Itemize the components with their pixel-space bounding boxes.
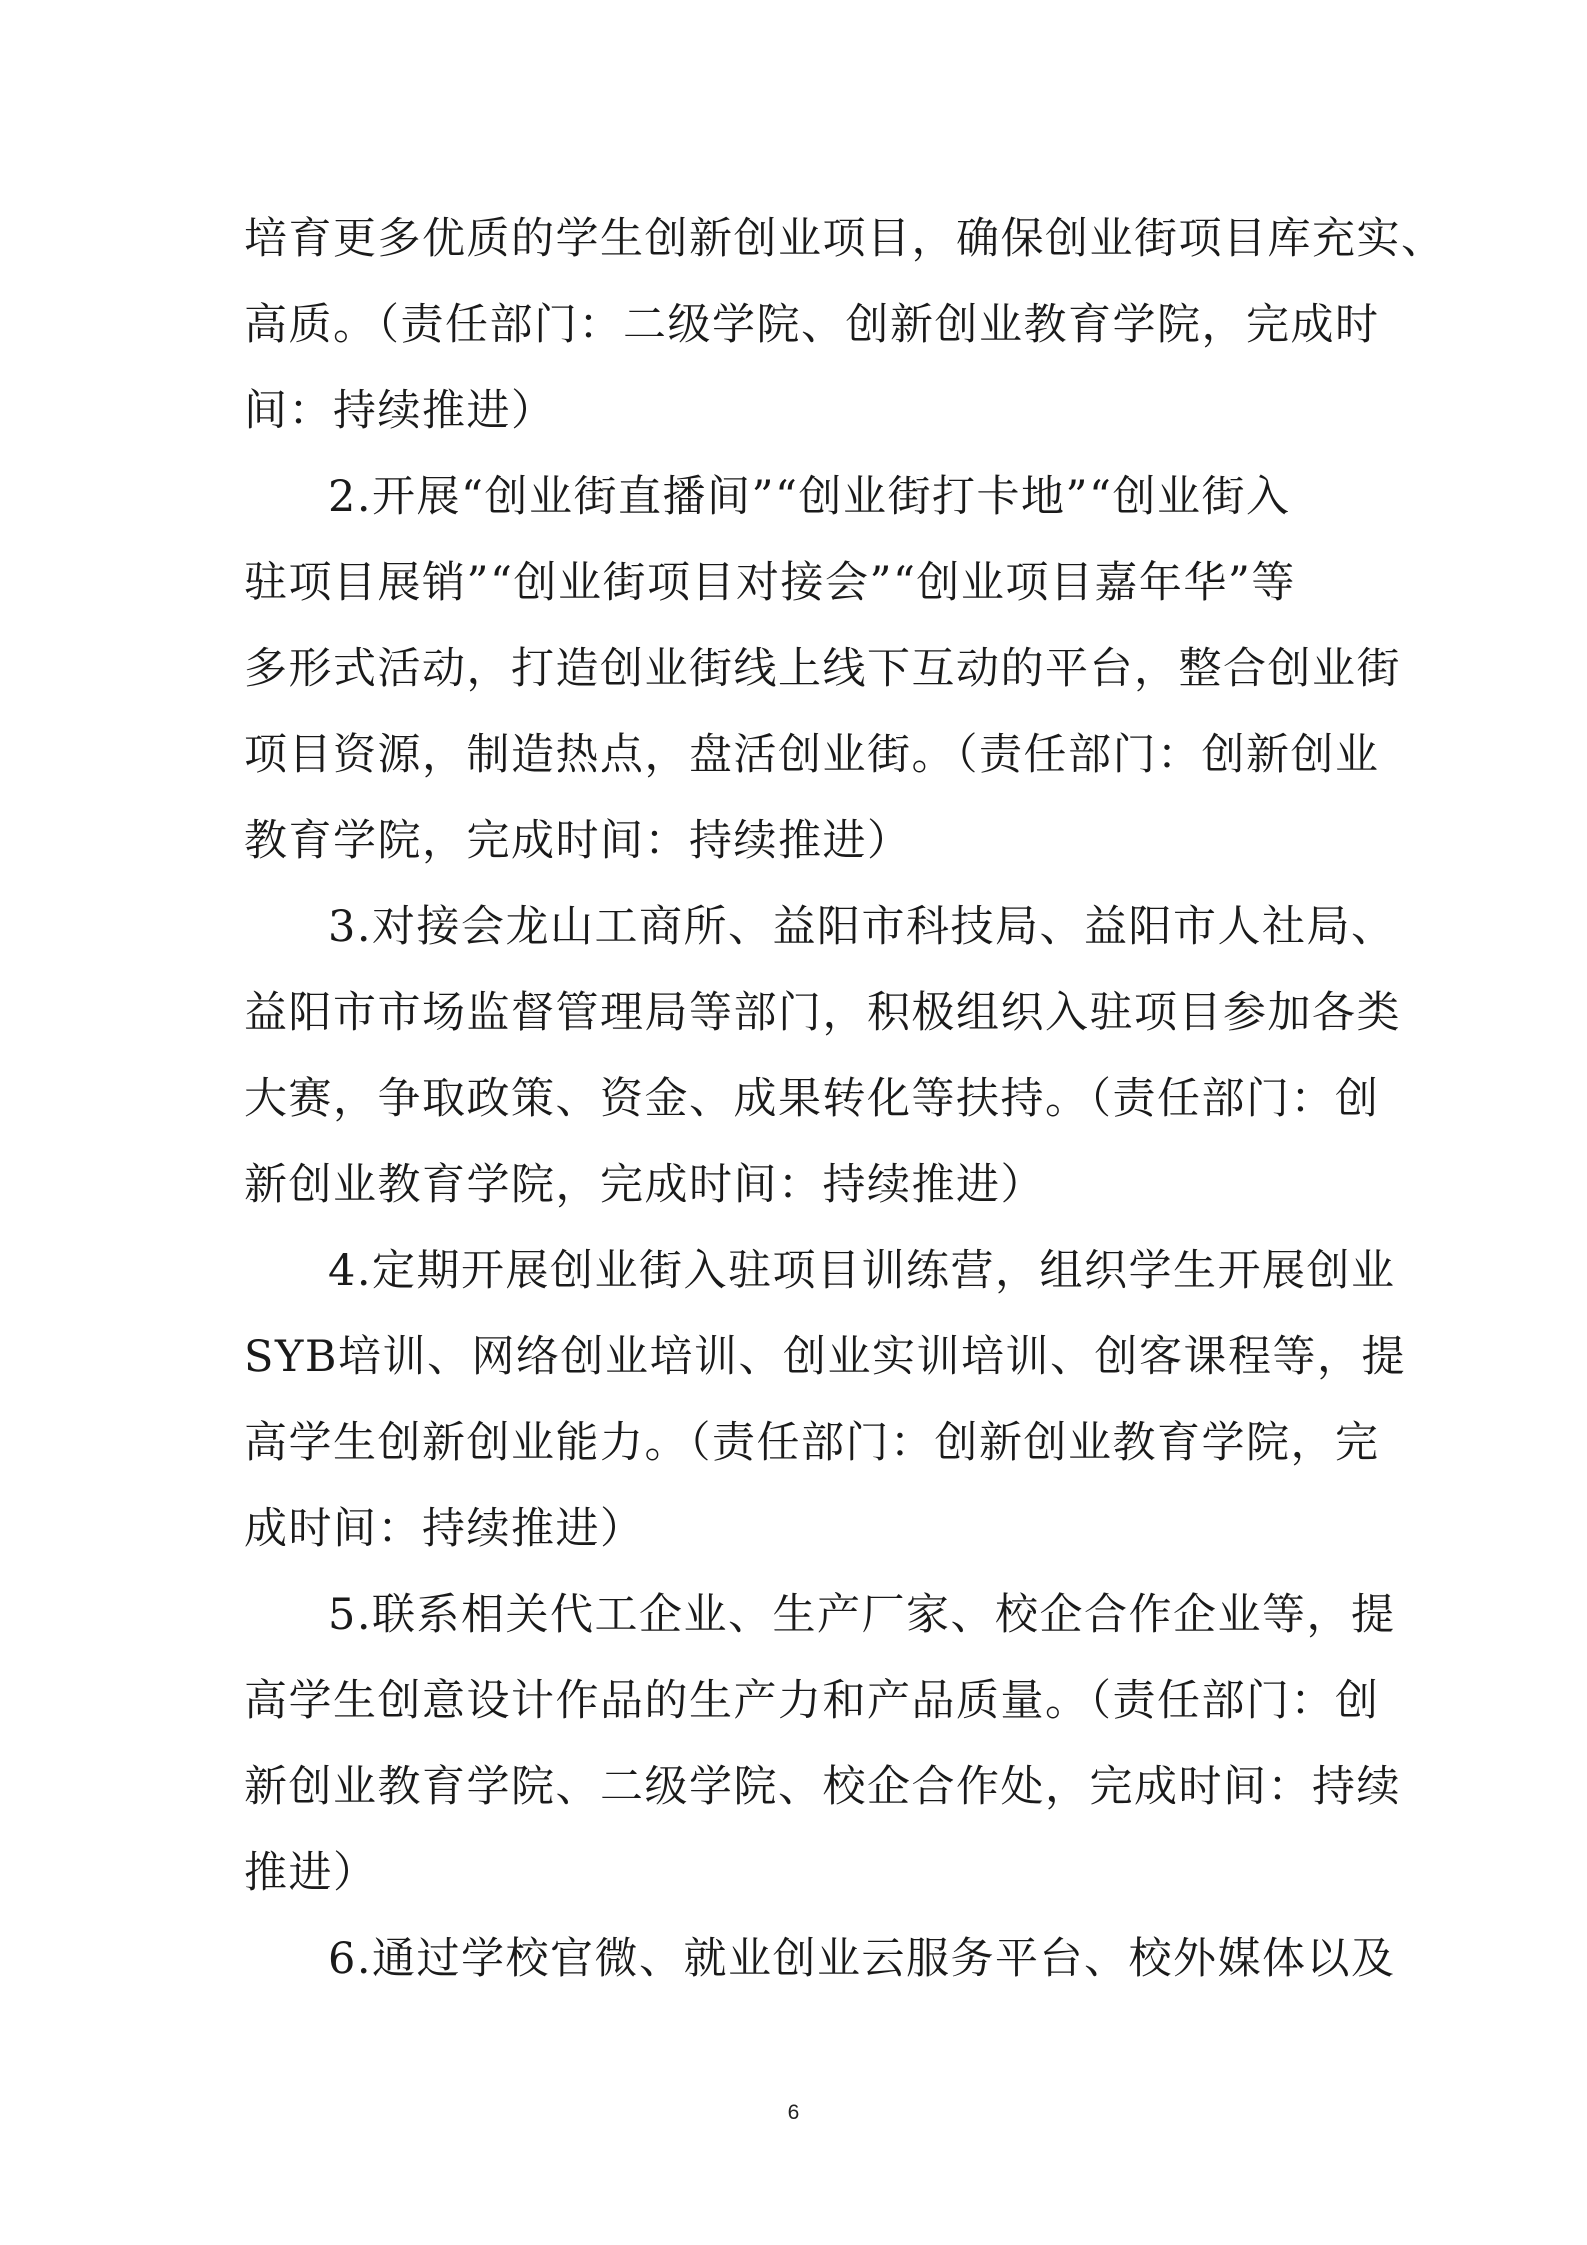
page-number: 6 [787, 2101, 800, 2124]
text-line: 项目资源，制造热点，盘活创业街。（责任部门：创新创业 [244, 730, 1380, 780]
text-line: 2.开展“创业街直播间”“创业街打卡地”“创业街入 [328, 472, 1291, 522]
text-line: 培育更多优质的学生创新创业项目，确保创业街项目库充实、 [244, 214, 1446, 264]
text-line: 4.定期开展创业街入驻项目训练营，组织学生开展创业 [328, 1246, 1396, 1296]
text-line: 多形式活动，打造创业街线上线下互动的平台，整合创业街 [244, 644, 1401, 694]
text-line: SYB培训、网络创业培训、创业实训培训、创客课程等，提 [244, 1332, 1406, 1382]
text-line: 推进） [244, 1848, 378, 1898]
text-line: 新创业教育学院，完成时间：持续推进） [244, 1160, 1045, 1210]
text-line: 教育学院，完成时间：持续推进） [244, 816, 912, 866]
text-line: 益阳市市场监督管理局等部门，积极组织入驻项目参加各类 [244, 988, 1401, 1038]
text-line: 大赛，争取政策、资金、成果转化等扶持。（责任部门：创 [244, 1074, 1380, 1124]
document-body [244, 196, 1446, 2002]
text-line: 5.联系相关代工企业、生产厂家、校企合作企业等，提 [328, 1590, 1396, 1640]
text-line: 高质。（责任部门：二级学院、创新创业教育学院，完成时 [244, 300, 1380, 350]
text-line: 新创业教育学院、二级学院、校企合作处，完成时间：持续 [244, 1762, 1401, 1812]
text-line: 高学生创意设计作品的生产力和产品质量。（责任部门：创 [244, 1676, 1380, 1726]
text-line: 高学生创新创业能力。（责任部门：创新创业教育学院，完 [244, 1418, 1380, 1468]
text-line: 间：持续推进） [244, 386, 556, 436]
text-line: 6.通过学校官微、就业创业云服务平台、校外媒体以及 [328, 1934, 1396, 1984]
text-line: 成时间：持续推进） [244, 1504, 645, 1554]
text-line: 3.对接会龙山工商所、益阳市科技局、益阳市人社局、 [328, 902, 1396, 952]
text-line: 驻项目展销”“创业街项目对接会”“创业项目嘉年华”等 [244, 558, 1296, 608]
